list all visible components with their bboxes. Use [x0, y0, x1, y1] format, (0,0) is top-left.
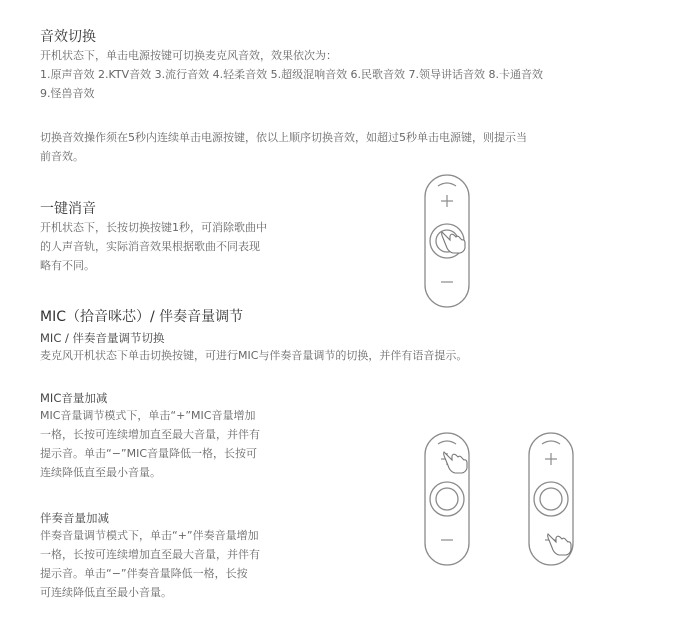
- sound-effect-title: 音效切换: [40, 29, 96, 45]
- remote-control-icon: [528, 432, 574, 566]
- sound-effect-line: 开机状态下，单击电源按键可切换麦克风音效，效果依次为：: [40, 49, 337, 62]
- accomp-adjust-line: 一格，长按可连续增加直至最大音量，并伴有: [40, 548, 260, 561]
- vocal-cut-line: 略有不同。: [40, 259, 95, 272]
- sound-effect-note-line: 切换音效操作须在5秒内连续单击电源按键，依以上顺序切换音效，如超过5秒单击电源键，则提示当: [40, 131, 527, 144]
- sound-effect-line: 1.原声音效 2.KTV音效 3.流行音效 4.轻柔音效 5.超级混响音效 6.民歌音效 7.领导讲话音效 8.卡通音效: [40, 68, 544, 81]
- mic-adjust-line: 连续降低直至最小音量。: [40, 466, 161, 479]
- hand-pointer-icon: [444, 452, 467, 473]
- vocal-cut-line: 的人声音轨，实际消音效果根据歌曲不同表现: [40, 240, 260, 253]
- plus-icon: [441, 195, 453, 207]
- remote-control-icon: [424, 432, 470, 566]
- plus-icon: [545, 453, 557, 465]
- mic-adjust-line: MIC音量调节模式下，单击“+”MIC音量增加: [40, 409, 256, 422]
- vocal-cut-text: [40, 218, 267, 275]
- mic-adjust-text: [40, 406, 260, 482]
- mic-volume-title: MIC（拾音咪芯）/ 伴奏音量调节: [40, 309, 244, 325]
- mic-volume-subtitle: MIC / 伴奏音量调节切换: [40, 331, 165, 345]
- mic-adjust-line: 一格，长按可连续增加直至最大音量，并伴有: [40, 428, 260, 441]
- hand-pointer-icon: [442, 232, 465, 253]
- mic-volume-desc: [40, 346, 467, 365]
- vocal-cut-line: 开机状态下，长按切换按键1秒，可消除歌曲中: [40, 221, 267, 234]
- sound-effect-note: [40, 128, 527, 166]
- mic-volume-desc-line: 麦克风开机状态下单击切换按键，可进行MIC与伴奏音量调节的切换，并伴有语音提示。: [40, 349, 468, 362]
- sound-effect-note-line: 前音效。: [40, 150, 84, 163]
- vocal-cut-title: 一键消音: [40, 201, 96, 217]
- mic-adjust-title: MIC音量加减: [40, 391, 108, 405]
- accomp-adjust-line: 提示音。单击“−”伴奏音量降低一格，长按: [40, 567, 248, 580]
- accomp-adjust-text: [40, 526, 260, 602]
- hand-pointer-icon: [548, 534, 571, 555]
- accomp-adjust-line: 伴奏音量调节模式下，单击“+”伴奏音量增加: [40, 529, 259, 542]
- remote-control-icon: [424, 174, 470, 308]
- mic-adjust-line: 提示音。单击“−”MIC音量降低一格，长按可: [40, 447, 258, 460]
- accomp-adjust-line: 可连续降低直至最小音量。: [40, 586, 172, 599]
- sound-effect-line: 9.怪兽音效: [40, 87, 95, 100]
- sound-effect-text: [40, 46, 543, 103]
- accomp-adjust-title: 伴奏音量加减: [40, 511, 109, 525]
